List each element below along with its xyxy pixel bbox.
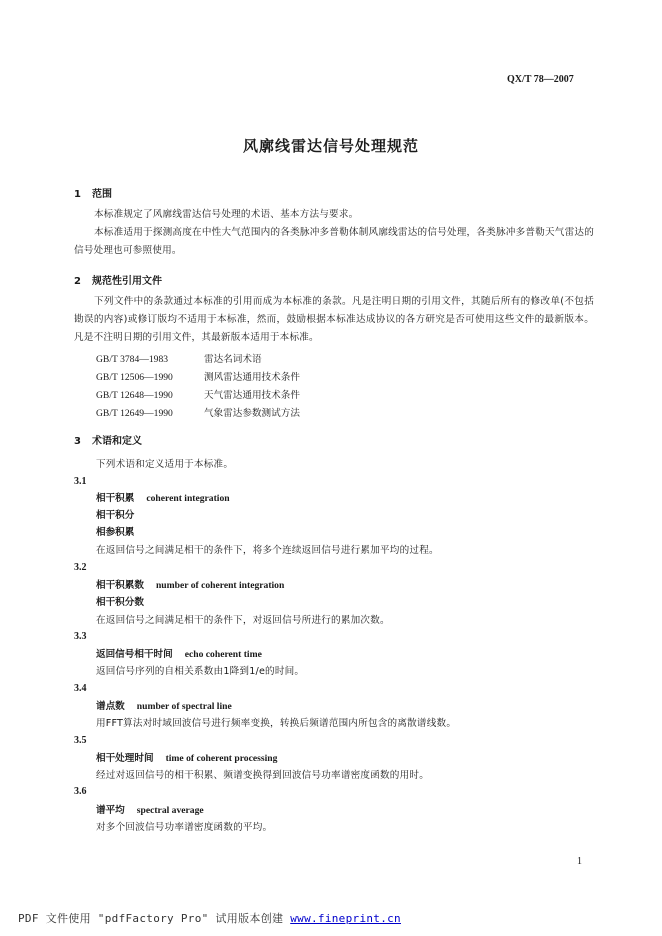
- term-zh: 相干积累数: [96, 580, 144, 591]
- page-number: 1: [577, 856, 582, 867]
- term-alias: 相干积分数: [96, 597, 144, 608]
- footer-link[interactable]: www.fineprint.cn: [290, 912, 401, 925]
- term-heading: [96, 698, 232, 712]
- term-number: 3.5: [74, 735, 87, 746]
- term-number: 3.1: [74, 476, 87, 487]
- reference-title: 气象雷达参数测试方法: [204, 408, 300, 419]
- term-number: 3.2: [74, 562, 87, 573]
- reference-item: [96, 369, 300, 383]
- term-definition: 用FFT算法对时域回波信号进行频率变换，转换后频谱范围内所包含的离散谱线数。: [96, 718, 457, 729]
- term-zh: 相干积累: [96, 493, 135, 504]
- term-heading: [96, 802, 204, 816]
- reference-item: [96, 351, 262, 365]
- section-heading-3: [74, 432, 142, 447]
- term-en: number of coherent integration: [155, 580, 285, 591]
- pdf-footer: [18, 910, 401, 926]
- term-definition: 经过对返回信号的相干积累、频谱变换得到回波信号功率谱密度函数的用时。: [96, 770, 429, 781]
- section-number: 3: [74, 436, 81, 447]
- term-alias: 相干积分: [96, 510, 135, 521]
- section-title: 范围: [92, 189, 112, 200]
- section-heading-2: [74, 272, 162, 287]
- section-title: 术语和定义: [92, 436, 142, 447]
- term-en: coherent integration: [146, 493, 230, 504]
- reference-title: 天气雷达通用技术条件: [204, 390, 300, 401]
- reference-code: GB/T 12649—1990: [96, 408, 173, 419]
- term-zh: 返回信号相干时间: [96, 649, 173, 660]
- term-definition: 在返回信号之间满足相干的条件下，将多个连续返回信号进行累加平均的过程。: [96, 545, 439, 556]
- reference-code: GB/T 12506—1990: [96, 372, 173, 383]
- term-en: time of coherent processing: [165, 753, 278, 764]
- terms-intro: 下列术语和定义适用于本标准。: [96, 459, 234, 470]
- standard-code: QX/T 78—2007: [507, 74, 574, 85]
- scope-paragraph-1: 本标准规定了风廓线雷达信号处理的术语、基本方法与要求。: [94, 209, 359, 220]
- reference-title: 测风雷达通用技术条件: [204, 372, 300, 383]
- section-number: 2: [74, 276, 81, 287]
- reference-code: GB/T 12648—1990: [96, 390, 173, 401]
- term-en: echo coherent time: [184, 649, 262, 660]
- section-title: 规范性引用文件: [92, 276, 162, 287]
- term-definition: 返回信号序列的自相关系数由1降到1/e的时间。: [96, 666, 305, 677]
- term-en: number of spectral line: [136, 701, 232, 712]
- section-heading-1: [74, 185, 112, 200]
- reference-code: GB/T 3784—1983: [96, 354, 169, 365]
- reference-item: [96, 387, 300, 401]
- reference-item: [96, 405, 300, 419]
- reference-title: 雷达名词术语: [204, 354, 262, 365]
- term-number: 3.4: [74, 683, 87, 694]
- term-number: 3.3: [74, 631, 87, 642]
- footer-text: PDF 文件使用 "pdfFactory Pro" 试用版本创建: [18, 912, 291, 925]
- term-en: spectral average: [136, 805, 204, 816]
- section-number: 1: [74, 189, 81, 200]
- term-alias: 相参积累: [96, 527, 135, 538]
- term-heading: [96, 750, 277, 764]
- term-definition: 对多个回波信号功率谱密度函数的平均。: [96, 822, 273, 833]
- page-title: 风廓线雷达信号处理规范: [242, 137, 419, 155]
- scope-paragraph-2: 本标准适用于探测高度在中性大气范围内的各类脉冲多普勒体制风廓线雷达的信号处理，各类脉冲多普勒天气雷达的信号处理也可参照使用。: [74, 227, 594, 256]
- term-zh: 谱平均: [96, 805, 125, 816]
- references-intro: 下列文件中的条款通过本标准的引用而成为本标准的条款。凡是注明日期的引用文件，其随后所有的修改单(不包括勘误的内容)或修订版均不适用于本标准，然而，鼓励根据本标准达成协议的各方研究是否可使用这些文件的最新版本。凡是不注明日期的引用文件，其最新版本适用于本标准。: [74, 296, 594, 343]
- term-number: 3.6: [74, 786, 87, 797]
- term-heading: [96, 646, 262, 660]
- term-heading: [96, 577, 284, 591]
- term-heading: [96, 490, 230, 504]
- term-zh: 谱点数: [96, 701, 125, 712]
- term-definition: 在返回信号之间满足相干的条件下，对返回信号所进行的累加次数。: [96, 615, 390, 626]
- term-zh: 相干处理时间: [96, 753, 154, 764]
